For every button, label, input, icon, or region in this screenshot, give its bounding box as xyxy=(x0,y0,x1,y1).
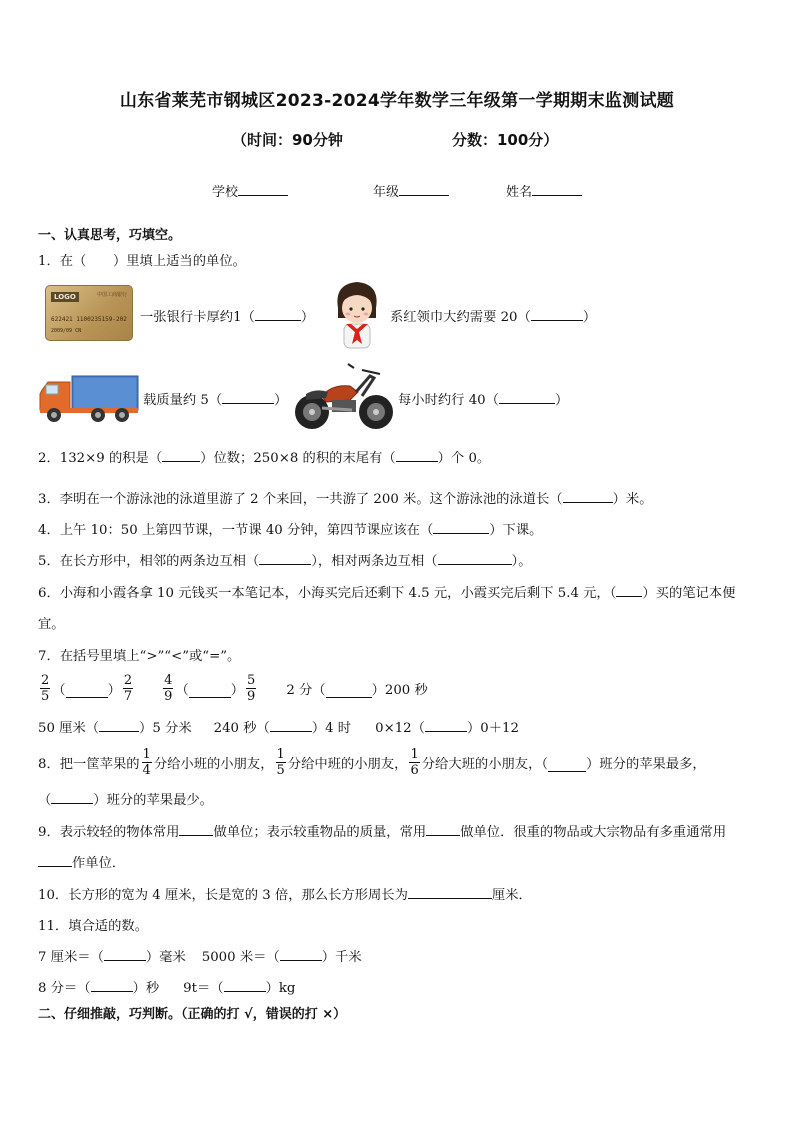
name-blank[interactable] xyxy=(532,182,582,196)
school-label: 学校 xyxy=(212,185,239,200)
q1-d-blank[interactable] xyxy=(499,390,555,404)
q1-b: 系红领巾大约需要 20（ ） xyxy=(390,306,596,325)
q1-c: 载质量约 5（ ） xyxy=(143,389,287,408)
q8-blank-2[interactable] xyxy=(51,790,93,804)
question-2: 2．132×9 的积是（ ）位数；250×8 的积的末尾有（ ）个 0。 xyxy=(38,447,490,466)
q3-blank[interactable] xyxy=(563,489,613,503)
fraction-4-9: $\frac{4}{9}$ xyxy=(164,672,173,704)
q11-blank-2[interactable] xyxy=(280,947,322,961)
q7-blank-4[interactable] xyxy=(99,718,139,732)
name-field[interactable] xyxy=(506,181,582,200)
q1-b-blank[interactable] xyxy=(531,307,583,321)
q11-row-2: 8 分＝（ ）秒 9t＝（ ）kg xyxy=(38,977,295,996)
fraction-5-9: $\frac{5}{9}$ xyxy=(247,672,256,704)
exam-score: 分数：100分） xyxy=(452,131,559,149)
card-logo: LOGO xyxy=(51,292,79,302)
fraction-1-6: $\frac{1}{6}$ xyxy=(410,746,419,778)
q2-blank-1[interactable] xyxy=(162,448,200,462)
q8-blank-1[interactable] xyxy=(548,758,586,772)
q7-blank-6[interactable] xyxy=(425,718,467,732)
section-1-heading: 一、认真思考，巧填空。 xyxy=(38,228,182,243)
question-5: 5．在长方形中，相邻的两条边互相（ ），相对两条边互相（ ）。 xyxy=(38,550,532,569)
school-field[interactable] xyxy=(212,181,288,200)
q1-a-blank[interactable] xyxy=(255,307,301,321)
q7-blank-5[interactable] xyxy=(270,718,312,732)
fraction-1-4: $\frac{1}{4}$ xyxy=(142,746,151,778)
card-date: 2009/09 CN xyxy=(51,328,82,334)
card-bank-name: 中国工商银行 xyxy=(96,292,127,298)
question-9-line-1: 9．表示较轻的物体常用 做单位；表示较重物品的质量，常用 做单位．很重的物品或大宗物品有多重通常用 xyxy=(38,821,726,840)
q2-blank-2[interactable] xyxy=(396,448,438,462)
motorcycle-image xyxy=(292,362,396,434)
question-9-line-2: 作单位． xyxy=(38,852,125,871)
q1-a: 一张银行卡厚约1（ ） xyxy=(140,306,314,325)
q11-blank-4[interactable] xyxy=(224,978,266,992)
q9-blank-3[interactable] xyxy=(38,853,72,867)
fraction-2-7: $\frac{2}{7}$ xyxy=(123,672,133,704)
q11-stem: 11．填合适的数。 xyxy=(38,919,148,934)
question-6-line-1: 6．小海和小霞各拿 10 元钱买一本笔记本，小海买完后还剩下 4.5 元，小霞买完后剩下 5.4 元，（ ）买的笔记本便 xyxy=(38,582,735,601)
truck-image xyxy=(38,372,140,424)
q11-row-1: 7 厘米＝（ ）毫米 5000 米＝（ ）千米 xyxy=(38,946,362,965)
girl-red-scarf-image xyxy=(332,278,382,350)
q7-stem: 7．在括号里填上“>”“<”或“=”。 xyxy=(38,649,241,664)
q7-blank-3[interactable] xyxy=(326,684,372,698)
card-number: 622421 1100235159-202 xyxy=(51,316,127,323)
question-10: 10．长方形的宽为 4 厘米，长是宽的 3 倍，那么长方形周长为 厘米． xyxy=(38,884,532,903)
question-3: 3．李明在一个游泳池的泳道里游了 2 个来回，一共游了 200 米。这个游泳池的泳道长（ ）米。 xyxy=(38,488,653,507)
school-blank[interactable] xyxy=(238,182,288,196)
fraction-2-5: $\frac{2}{5}$ xyxy=(41,672,50,704)
page-title: 山东省莱芜市钢城区2023-2024学年数学三年级第一学期期末监测试题 xyxy=(119,91,675,111)
name-label: 姓名 xyxy=(506,185,533,200)
question-4: 4．上午 10：50 上第四节课，一节课 40 分钟，第四节课应该在（ ）下课。 xyxy=(38,519,542,538)
grade-label: 年级 xyxy=(373,185,400,200)
q11-blank-1[interactable] xyxy=(104,947,146,961)
q11-blank-3[interactable] xyxy=(91,978,133,992)
bank-card-image xyxy=(45,285,133,341)
fraction-1-5: $\frac{1}{5}$ xyxy=(276,746,285,778)
q7-blank-2[interactable] xyxy=(189,684,231,698)
q6-blank[interactable] xyxy=(616,583,642,597)
q5-blank-2[interactable] xyxy=(438,551,512,565)
question-8-line-2: （ ）班分的苹果最少。 xyxy=(38,789,213,808)
q9-blank-1[interactable] xyxy=(179,822,213,836)
question-6-line-2: 宜。 xyxy=(38,617,65,632)
q5-blank-1[interactable] xyxy=(259,551,311,565)
q1-c-blank[interactable] xyxy=(222,390,274,404)
grade-blank[interactable] xyxy=(399,182,449,196)
q7-blank-1[interactable] xyxy=(66,684,108,698)
q7-row-2: 50 厘米（ ）5 分米 240 秒（ ）4 时 0×12（ ）0＋12 xyxy=(38,717,519,736)
question-8-line-1: 8．把一筐苹果的 $\frac{1}{4}$ 分给小班的小朋友， $\frac{1}{5}$ 分给中班的小朋友， $\frac{1}{6}$ 分给大班的小朋友，（ ）班分的苹果最多， xyxy=(38,746,706,778)
q9-blank-2[interactable] xyxy=(426,822,460,836)
exam-time: （时间：90分钟 xyxy=(232,131,343,149)
section-2-heading: 二、仔细推敲，巧判断。（正确的打 √，错误的打 ×） xyxy=(38,1007,347,1022)
q7-row-1: $\frac{2}{5}$ （ ） $\frac{2}{7}$ $\frac{4}{9}$ （ ） $\frac{5}{9}$ 2 分（ ）200 秒 xyxy=(41,672,428,704)
q1-d: 每小时约行 40（ ） xyxy=(398,389,568,408)
q10-blank[interactable] xyxy=(408,885,492,899)
q4-blank[interactable] xyxy=(433,520,489,534)
grade-field[interactable] xyxy=(373,181,449,200)
q1-stem: 1．在（ ）里填上适当的单位。 xyxy=(38,254,246,269)
